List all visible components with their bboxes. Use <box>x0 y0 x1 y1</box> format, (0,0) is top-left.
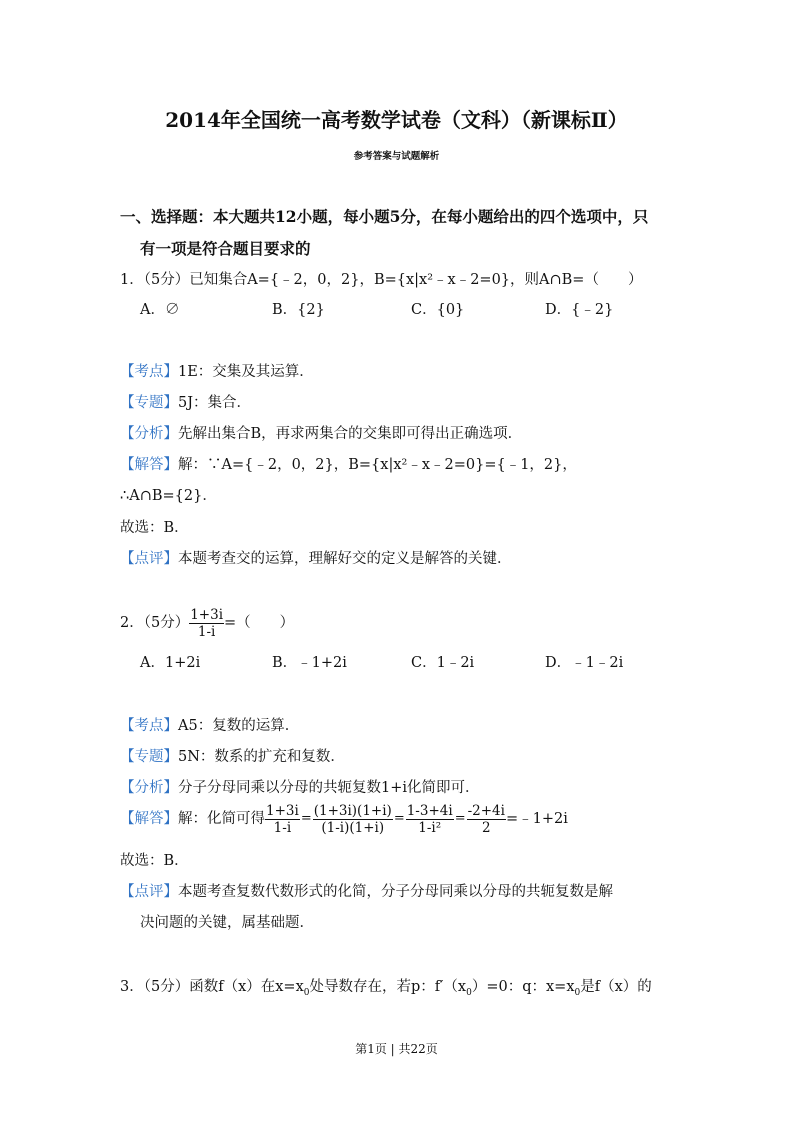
q3-sub2: 0 <box>466 987 472 998</box>
q1-option-c: C．{0} <box>411 302 465 318</box>
q1-stem: 1．（5分）已知集合A={﹣2，0，2}，B={x|x²﹣x﹣2=0}，则A∩B=（ ） <box>120 272 643 288</box>
jieda-text: 解：∵A={﹣2，0，2}，B={x|x²﹣x﹣2=0}={﹣1，2}， <box>178 457 577 473</box>
q1-fenxi <box>120 424 522 444</box>
section-heading-line2: 有一项是符合题目要求的 <box>140 239 311 258</box>
equals-sign: = <box>300 811 312 826</box>
frac3-den: 1-i² <box>418 819 442 836</box>
zhuanti-text: 5N：数系的扩充和复数． <box>178 749 345 765</box>
q2-jieda-frac4 <box>467 803 506 836</box>
frac4-den: 2 <box>481 819 491 836</box>
q3-sub1: 0 <box>303 987 310 998</box>
q3-stem <box>120 977 652 1003</box>
q2-jieda-frac2 <box>313 803 393 836</box>
q1-kaodian <box>120 362 314 382</box>
q3-sub3: 0 <box>574 987 581 998</box>
zhuanti-tag: 【专题】 <box>120 749 178 765</box>
q2-jieda <box>120 800 568 838</box>
kaodian-text: 1E：交集及其运算． <box>178 364 314 380</box>
kaodian-tag: 【考点】 <box>120 718 178 734</box>
fenxi-tag: 【分析】 <box>120 426 178 442</box>
q2-option-a: A．1+2i <box>140 655 201 671</box>
dianping-tag: 【点评】 <box>120 551 178 567</box>
q2-prefix: 2．（5分） <box>120 615 190 631</box>
section-heading-line1: 一、选择题：本大题共12小题，每小题5分，在每小题给出的四个选项中，只 <box>120 207 649 226</box>
q2-fraction <box>189 607 224 640</box>
q1-zhuanti <box>120 393 251 413</box>
q1-jieda-line2: ∴A∩B={2}． <box>120 488 217 504</box>
equals-sign: = <box>393 811 405 826</box>
q2-option-b: B．﹣1+2i <box>272 655 347 671</box>
q2-option-d: D．﹣1﹣2i <box>545 655 624 671</box>
q2-answer: 故选：B． <box>120 853 189 869</box>
q2-fenxi <box>120 778 480 798</box>
equals-sign: = <box>454 811 466 826</box>
kaodian-tag: 【考点】 <box>120 364 178 380</box>
q1-jieda <box>120 455 577 475</box>
q3-part1: 3．（5分）函数f（x）在x=x <box>120 979 304 995</box>
page-subtitle: 参考答案与试题解析 <box>353 151 440 162</box>
q3-part2: 处导数存在，若p：f′（x <box>309 979 467 995</box>
frac1-num: 1+3i <box>266 802 299 819</box>
q1-option-a: A．∅ <box>140 302 180 318</box>
q1-option-b: B．{2} <box>272 302 325 318</box>
fenxi-tag: 【分析】 <box>120 780 178 796</box>
q2-jieda-frac3 <box>406 803 454 836</box>
page-title: 2014年全国统一高考数学试卷（文科）（新课标Ⅱ） <box>165 108 628 132</box>
q2-zhuanti <box>120 747 345 767</box>
q1-dianping <box>120 549 512 569</box>
frac1-den: 1-i <box>273 819 292 836</box>
dianping-text: 本题考查交的运算，理解好交的定义是解答的关键． <box>178 551 512 567</box>
jieda-tag: 【解答】 <box>120 811 178 827</box>
q2-jieda-frac1 <box>265 803 300 836</box>
q2-stem <box>120 606 294 640</box>
q1-option-d: D．{﹣2} <box>545 302 614 318</box>
frac4-num: -2+4i <box>467 802 505 819</box>
frac2-den: (1-i)(1+i) <box>321 819 385 836</box>
q2-option-c: C．1﹣2i <box>411 655 475 671</box>
q3-part4: 是f（x）的 <box>580 979 652 995</box>
q2-frac-den: 1-i <box>197 623 216 640</box>
jieda-prefix: 解：化简可得 <box>178 811 265 827</box>
dianping-tag: 【点评】 <box>120 884 178 900</box>
kaodian-text: A5：复数的运算． <box>178 718 300 734</box>
fenxi-text: 分子分母同乘以分母的共轭复数1+i化简即可． <box>178 780 480 796</box>
q2-dianping-line2: 决问题的关键，属基础题． <box>140 915 314 931</box>
fenxi-text: 先解出集合B，再求两集合的交集即可得出正确选项． <box>178 426 523 442</box>
q2-kaodian <box>120 716 299 736</box>
zhuanti-text: 5J：集合． <box>178 395 252 411</box>
q3-part3: ）=0：q：x=x <box>471 979 575 995</box>
q1-answer: 故选：B． <box>120 520 189 536</box>
frac3-num: 1-3+4i <box>406 802 453 819</box>
zhuanti-tag: 【专题】 <box>120 395 178 411</box>
dianping-text: 本题考查复数代数形式的化简，分子分母同乘以分母的共轭复数是解 <box>178 884 613 900</box>
frac2-num: (1+3i)(1+i) <box>313 802 392 819</box>
jieda-tag: 【解答】 <box>120 457 178 473</box>
q2-suffix: =（ ） <box>224 615 295 631</box>
page-footer: 第1页 | 共22页 <box>355 1042 438 1056</box>
q2-dianping <box>120 882 613 902</box>
jieda-suffix: =﹣1+2i <box>505 811 568 827</box>
q2-frac-num: 1+3i <box>190 606 224 623</box>
